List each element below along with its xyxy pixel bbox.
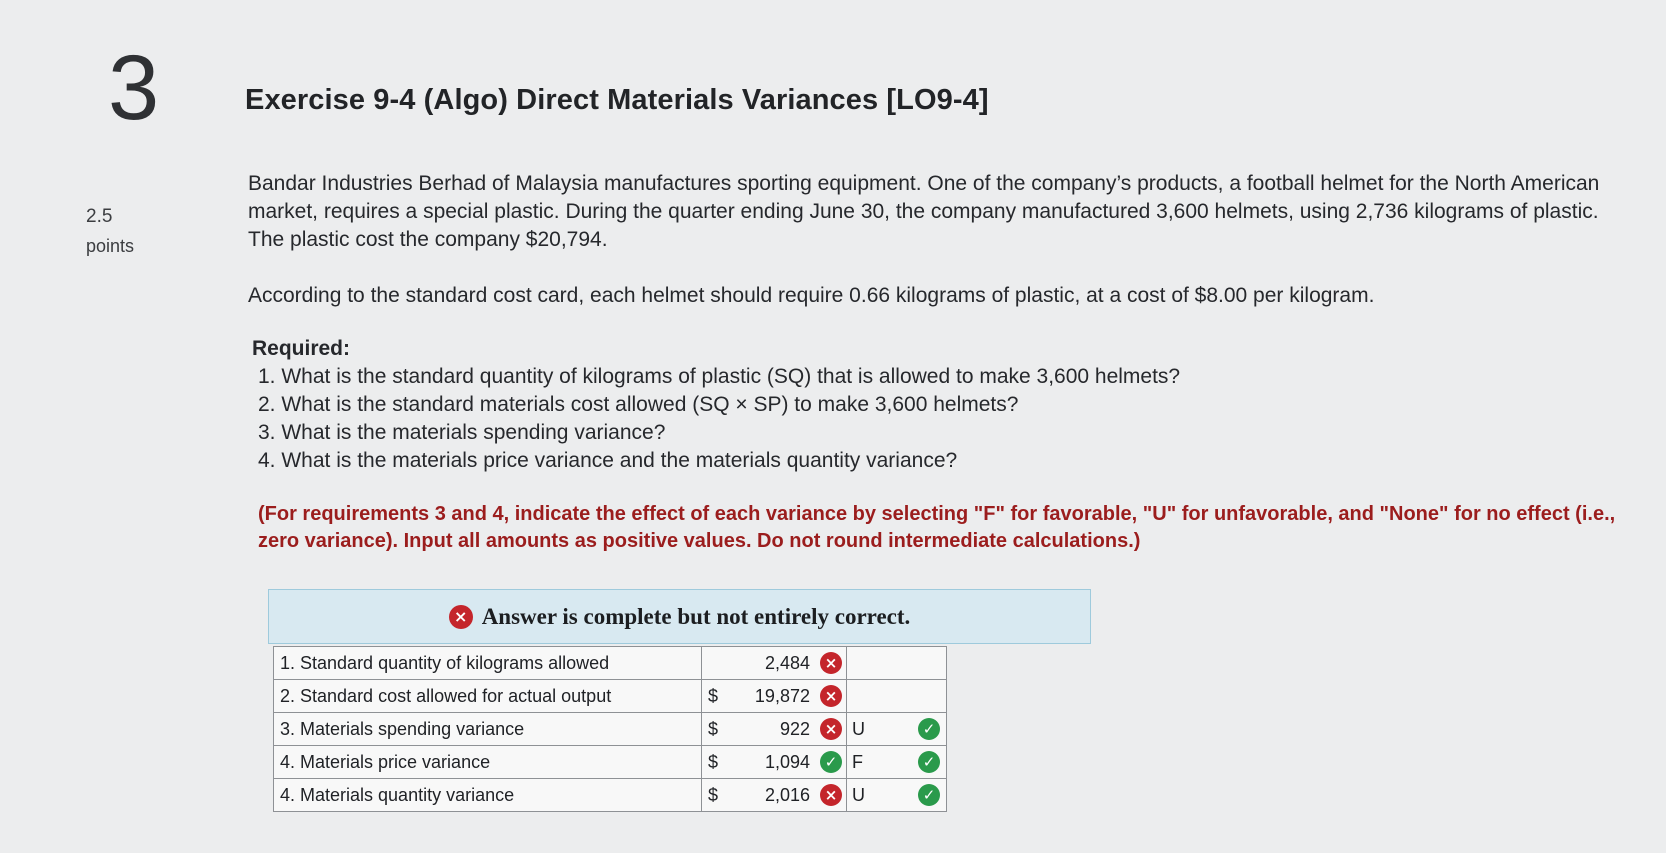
amount-value: 1,094	[764, 751, 810, 772]
answer-label: 2. Standard cost allowed for actual output	[274, 680, 702, 713]
incorrect-circle-icon: ×	[449, 605, 473, 629]
required-question-1: 1. What is the standard quantity of kilograms of plastic (SQ) that is allowed to make 3,600 helmets?	[258, 365, 1181, 388]
effect-select[interactable]	[847, 779, 947, 812]
currency-symbol: $	[702, 779, 740, 812]
incorrect-icon: ×	[820, 784, 842, 806]
currency-symbol	[702, 647, 740, 680]
incorrect-icon: ×	[820, 652, 842, 674]
currency-symbol: $	[702, 680, 740, 713]
amount-input[interactable]	[740, 779, 847, 812]
answer-row-spending-variance	[274, 713, 947, 746]
effect-empty-cell	[847, 680, 947, 713]
amount-input[interactable]	[740, 680, 847, 713]
amount-value: 2,016	[764, 784, 810, 805]
answer-row-price-variance	[274, 746, 947, 779]
amount-input[interactable]	[740, 746, 847, 779]
answer-status-message: Answer is complete but not entirely correct.	[481, 603, 911, 629]
amount-value: 2,484	[764, 652, 810, 673]
amount-input[interactable]	[740, 647, 847, 680]
required-question-2: 2. What is the standard materials cost allowed (SQ × SP) to make 3,600 helmets?	[258, 393, 1019, 416]
effect-value: U	[852, 718, 865, 739]
currency-symbol: $	[702, 746, 740, 779]
answer-status-banner	[268, 589, 1091, 644]
question-number: 3	[108, 37, 160, 139]
answer-table	[273, 646, 947, 812]
amount-value: 19,872	[754, 685, 810, 706]
currency-symbol: $	[702, 713, 740, 746]
required-questions-list	[258, 363, 1180, 475]
answer-label: 3. Materials spending variance	[274, 713, 702, 746]
answer-row-standard-cost	[274, 680, 947, 713]
answer-row-quantity-variance	[274, 779, 947, 812]
required-heading: Required:	[252, 337, 351, 360]
exercise-title: Exercise 9-4 (Algo) Direct Materials Variances [LO9-4]	[245, 84, 989, 116]
answer-instructions: (For requirements 3 and 4, indicate the effect of each variance by selecting "F" for favorable, "U" for unfavorable, and "None" for no effect (i.e., zero variance). Input all amounts as positive values. Do not round intermediate calculations.)	[258, 503, 1616, 552]
required-question-3: 3. What is the materials spending variance?	[258, 421, 666, 444]
incorrect-icon: ×	[820, 685, 842, 707]
check-icon: ✓	[820, 751, 842, 773]
check-icon: ✓	[918, 751, 940, 773]
required-question-4: 4. What is the materials price variance and the materials quantity variance?	[258, 449, 958, 472]
problem-intro: Bandar Industries Berhad of Malaysia manufactures sporting equipment. One of the company’s products, a football helmet for the North American market, requires a special plastic. During the quarter ending June 30, the company manufactured 3,600 helmets, using 2,736 kilograms of plastic. The plastic cost the company $20,794.	[248, 172, 1600, 251]
amount-value: 922	[779, 718, 810, 739]
check-icon: ✓	[918, 718, 940, 740]
effect-select[interactable]	[847, 713, 947, 746]
standard-cost-statement: According to the standard cost card, each helmet should require 0.66 kilograms of plastic, at a cost of $8.00 per kilogram.	[248, 284, 1375, 307]
points-value: 2.5	[86, 206, 113, 227]
check-icon: ✓	[918, 784, 940, 806]
effect-empty-cell	[847, 647, 947, 680]
answer-row-standard-quantity	[274, 647, 947, 680]
exercise-content	[248, 170, 1618, 552]
points-label: points	[86, 236, 135, 256]
effect-value: F	[852, 751, 863, 772]
answer-label: 4. Materials quantity variance	[274, 779, 702, 812]
incorrect-icon: ×	[820, 718, 842, 740]
answer-label: 4. Materials price variance	[274, 746, 702, 779]
effect-select[interactable]	[847, 746, 947, 779]
effect-value: U	[852, 784, 865, 805]
answer-label: 1. Standard quantity of kilograms allowed	[274, 647, 702, 680]
amount-input[interactable]	[740, 713, 847, 746]
